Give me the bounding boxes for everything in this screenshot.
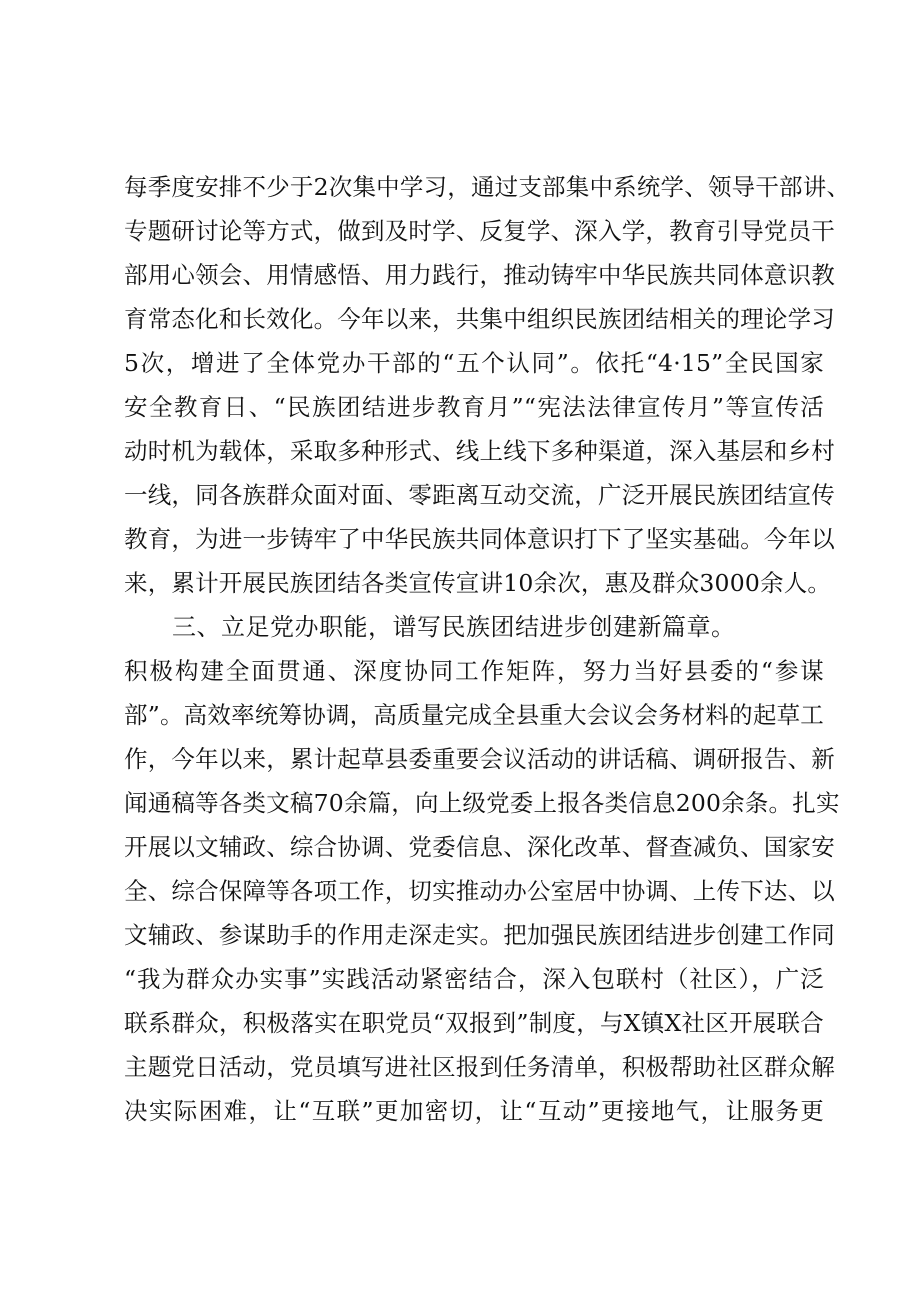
paragraph-1-line-10: 来，累计开展民族团结各类宣传宣讲10余次，惠及群众3000余人。 <box>124 569 832 597</box>
paragraph-2-line-2: 部”。高效率统筹协调，高质量完成全县重大会议会务材料的起草工 <box>124 701 824 729</box>
paragraph-1-line-2: 专题研讨论等方式，做到及时学、反复学、深入学，教育引导党员干 <box>124 217 835 245</box>
paragraph-2-line-8: “我为群众办实事”实践活动紧密结合，深入包联村（社区），广泛 <box>124 965 824 993</box>
paragraph-2-line-10: 主题党日活动，党员填写进社区报到任务清单，积极帮助社区群众解 <box>124 1053 835 1081</box>
paragraph-2-line-1: 积极构建全面贯通、深度协同工作矩阵，努力当好县委的“参谋 <box>124 657 824 685</box>
paragraph-1-line-7: 动时机为载体，采取多种形式、线上线下多种渠道，深入基层和乡村 <box>124 437 835 465</box>
paragraph-2-line-6: 全、综合保障等各项工作，切实推动办公室居中协调、上传下达、以 <box>124 877 835 905</box>
paragraph-1-line-3: 部用心领会、用情感悟、用力践行，推动铸牢中华民族共同体意识教 <box>124 261 835 289</box>
paragraph-2-line-7: 文辅政、参谋助手的作用走深走实。把加强民族团结进步创建工作同 <box>124 921 835 949</box>
paragraph-1-line-4: 育常态化和长效化。今年以来，共集中组织民族团结相关的理论学习 <box>124 305 835 333</box>
paragraph-1-line-8: 一线，同各族群众面对面、零距离互动交流，广泛开展民族团结宣传 <box>124 481 835 509</box>
paragraph-2-line-5: 开展以文辅政、综合协调、党委信息、深化改革、督查减负、国家安 <box>124 833 835 861</box>
paragraph-2-line-3: 作，今年以来，累计起草县委重要会议活动的讲话稿、调研报告、新 <box>124 745 835 773</box>
paragraph-1-line-1: 每季度安排不少于2次集中学习，通过支部集中系统学、领导干部讲、 <box>124 173 851 201</box>
paragraph-1-line-6: 安全教育日、“民族团结进步教育月”“宪法法律宣传月”等宣传活 <box>124 393 824 421</box>
paragraph-1-line-9: 教育，为进一步铸牢了中华民族共同体意识打下了坚实基础。今年以 <box>124 525 835 553</box>
paragraph-2-line-4: 闻通稿等各类文稿70余篇，向上级党委上报各类信息200余条。扎实 <box>124 789 840 817</box>
paragraph-2-line-11: 决实际困难，让“互联”更加密切，让“互动”更接地气，让服务更 <box>124 1097 824 1125</box>
paragraph-2-line-9: 联系群众，积极落实在职党员“双报到”制度，与X镇X社区开展联合 <box>124 1009 824 1037</box>
paragraph-1-line-5: 5次，增进了全体党办干部的“五个认同”。依托“4·15”全民国家 <box>124 349 824 377</box>
section-heading: 三、立足党办职能，谱写民族团结进步创建新篇章。 <box>172 613 736 641</box>
